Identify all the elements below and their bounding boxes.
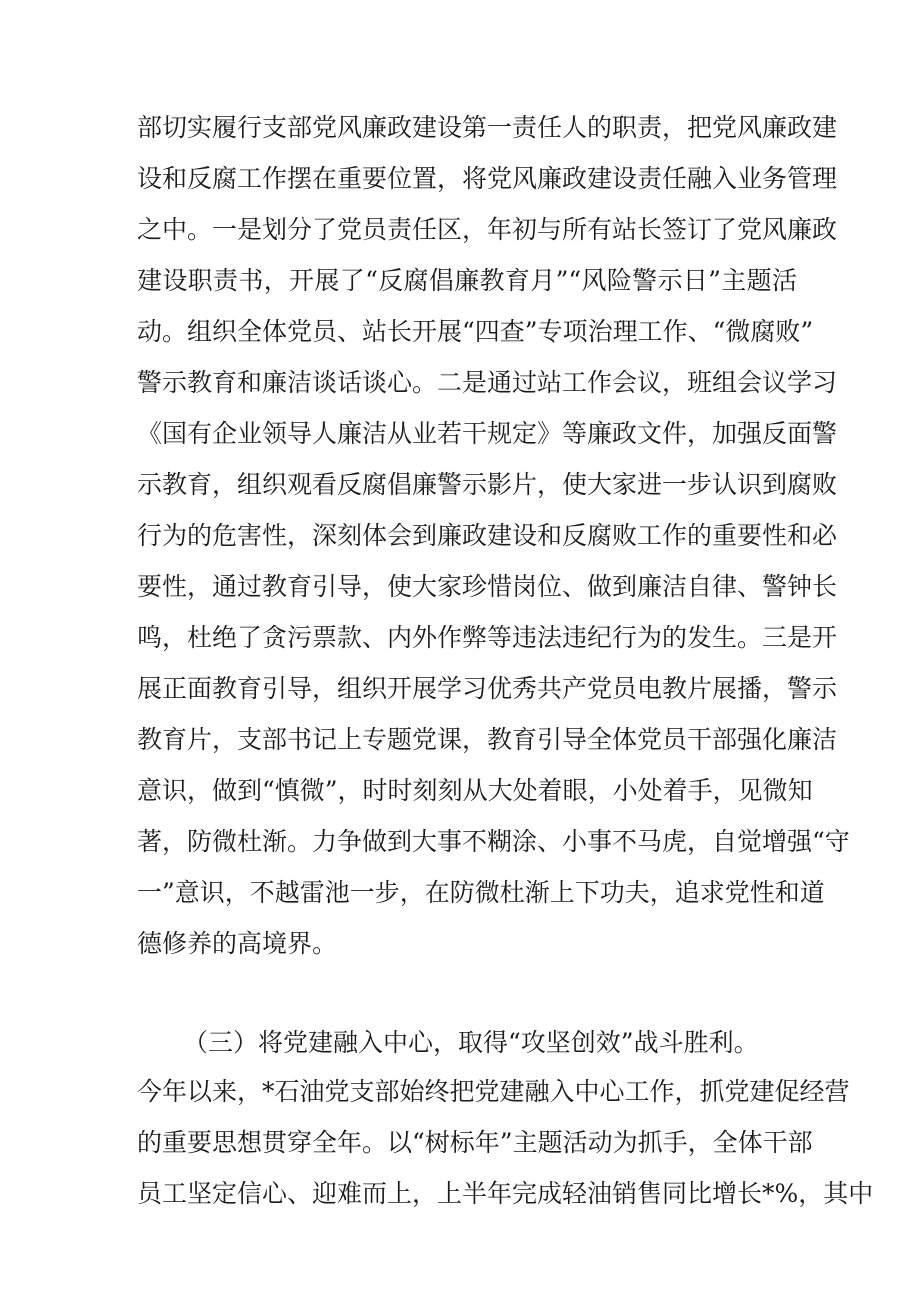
paragraph-line: 要性，通过教育引导，使大家珍惜岗位、做到廉洁自律、警钟长	[137, 572, 838, 601]
paragraph-line: 德修养的高境界。	[137, 929, 338, 958]
paragraph-line: 展正面教育引导，组织开展学习优秀共产党员电教片展播，警示	[137, 674, 838, 703]
paragraph-line: 示教育，组织观看反腐倡廉警示影片，使大家进一步认识到腐败	[137, 470, 838, 499]
paragraph-line: 今年以来，*石油党支部始终把党建融入中心工作，抓党建促经营	[137, 1077, 850, 1106]
paragraph-line: 鸣，杜绝了贪污票款、内外作弊等违法违纪行为的发生。三是开	[137, 623, 838, 652]
paragraph-line: 部切实履行支部党风廉政建设第一责任人的职责，把党风廉政建	[137, 113, 838, 142]
paragraph-line: 员工坚定信心、迎难而上，上半年完成轻油销售同比增长*%，其中	[137, 1179, 874, 1208]
paragraph-line: 意识，做到“慎微”，时时刻刻从大处着眼，小处着手，见微知	[137, 776, 813, 805]
paragraph-line: 行为的危害性，深刻体会到廉政建设和反腐败工作的重要性和必	[137, 521, 838, 550]
paragraph-line: 动。组织全体党员、站长开展“四查”专项治理工作、“微腐败”	[137, 317, 814, 346]
section-heading: （三）将党建融入中心，取得“攻坚创效”战斗胜利。	[183, 1028, 759, 1057]
paragraph-line: 教育片，支部书记上专题党课，教育引导全体党员干部强化廉洁	[137, 725, 838, 754]
paragraph-line: 一”意识，不越雷池一步，在防微杜渐上下功夫，追求党性和道	[137, 878, 825, 907]
paragraph-line: 警示教育和廉洁谈话谈心。二是通过站工作会议，班组会议学习	[137, 368, 838, 397]
paragraph-line: 的重要思想贯穿全年。以“树标年”主题活动为抓手，全体干部	[137, 1128, 813, 1157]
paragraph-line: 之中。一是划分了党员责任区，年初与所有站长签订了党风廉政	[137, 215, 838, 244]
paragraph-line: 《国有企业领导人廉洁从业若干规定》等廉政文件，加强反面警	[137, 419, 838, 448]
paragraph-line: 设和反腐工作摆在重要位置，将党风廉政建设责任融入业务管理	[137, 164, 838, 193]
paragraph-line: 著，防微杜渐。力争做到大事不糊涂、小事不马虎，自觉增强“守	[137, 827, 850, 856]
paragraph-line: 建设职责书，开展了“反腐倡廉教育月”“风险警示日”主题活	[137, 266, 797, 295]
